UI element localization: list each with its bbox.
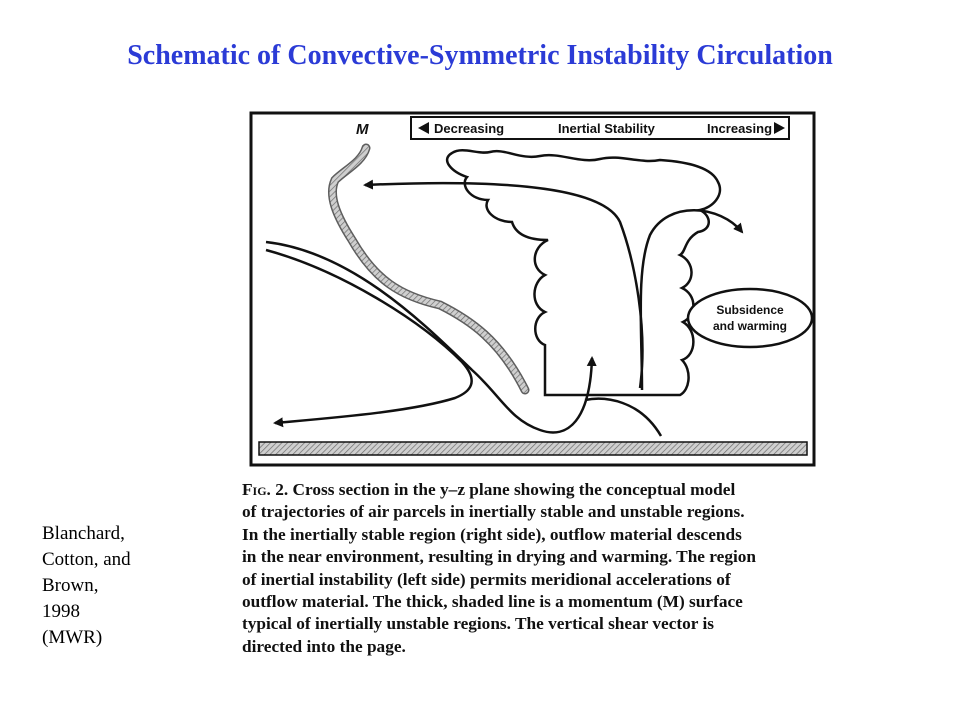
- caption-line-8: directed into the page.: [242, 636, 406, 656]
- caption-fig-label: Fig. 2.: [242, 480, 289, 499]
- stability-bar-left-label: Decreasing: [434, 121, 505, 136]
- momentum-m-label: M: [356, 121, 369, 138]
- figure-caption: [242, 479, 832, 658]
- ground-strip: [259, 442, 807, 455]
- subsidence-label-line1: Subsidence: [716, 303, 784, 317]
- caption-line-7: typical of inertially unstable regions. The vertical shear vector is: [242, 614, 714, 634]
- caption-line-2: of trajectories of air parcels in inertially stable and unstable regions.: [242, 502, 745, 522]
- citation-line: 1998: [42, 601, 80, 622]
- stability-bar-right-label: Increasing: [707, 121, 773, 136]
- caption-line-5: of inertial instability (left side) permits meridional accelerations of: [242, 569, 731, 589]
- stability-bar-center-label: Inertial Stability: [558, 121, 655, 136]
- citation: [42, 521, 192, 651]
- subsidence-ellipse: [688, 289, 812, 347]
- caption-line-3: In the inertially stable region (right side), outflow material descends: [242, 524, 742, 544]
- citation-line: (MWR): [42, 627, 103, 648]
- citation-line: Blanchard,: [42, 523, 125, 544]
- citation-line: Cotton, and: [42, 549, 131, 570]
- caption-line-4: in the near environment, resulting in drying and warming. The region: [242, 547, 757, 567]
- slide-title: Schematic of Convective-Symmetric Instability Circulation: [127, 40, 833, 71]
- caption-line-6: outflow material. The thick, shaded line is a momentum (M) surface: [242, 592, 743, 612]
- subsidence-label-line2: and warming: [712, 319, 788, 333]
- caption-line-1: Fig. 2. Cross section in the y–z plane showing the conceptual model: [242, 480, 736, 499]
- citation-line: Brown,: [42, 575, 99, 596]
